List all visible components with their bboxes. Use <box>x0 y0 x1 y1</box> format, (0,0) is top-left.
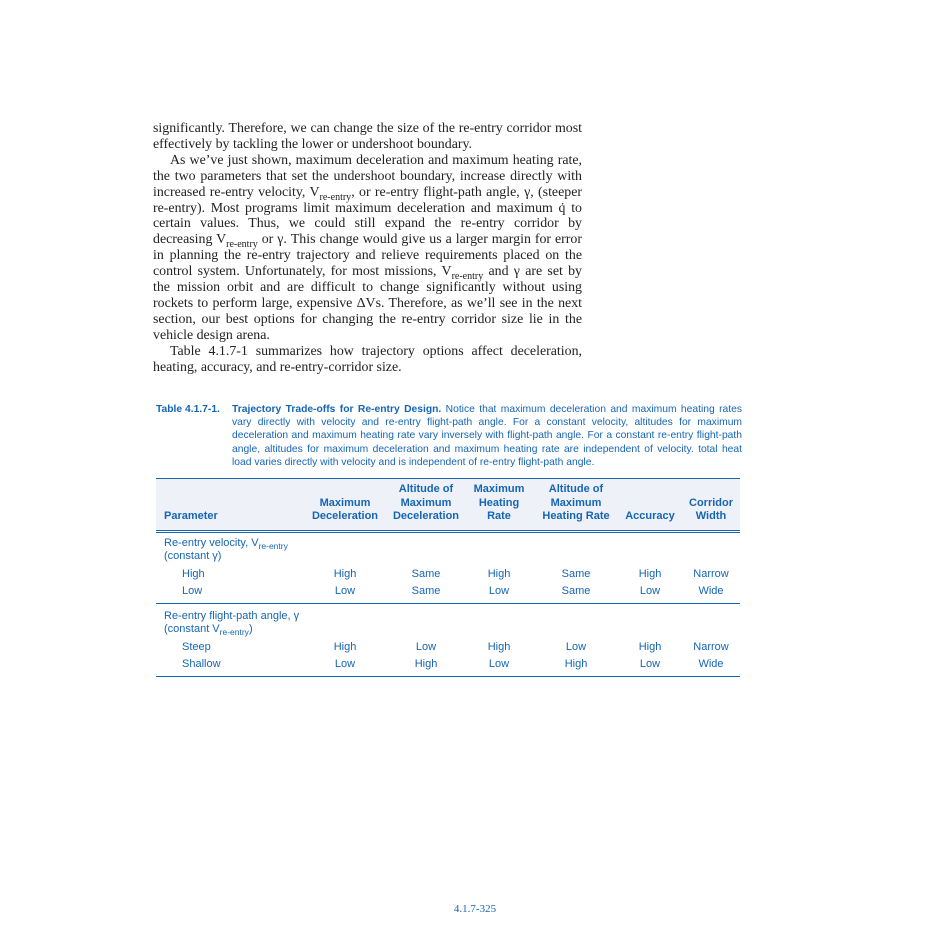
group-label-flight-path-angle <box>156 603 740 639</box>
paragraph-2 <box>153 153 582 344</box>
subscript-re-entry: re-entry <box>451 270 484 282</box>
cell-corridor-width: Wide <box>682 656 740 676</box>
cell-accuracy: High <box>638 567 662 580</box>
body-text <box>153 121 582 376</box>
table-number: Table 4.1.7-1. <box>156 404 220 415</box>
cell-max-deceleration: Low <box>302 656 388 676</box>
paragraph-1: significantly. Therefore, we can change the size of the re-entry corridor most effectively by tackling the lower or undershoot boundary. <box>153 121 582 152</box>
cell-parameter: Steep <box>182 640 211 653</box>
cell-altitude-max-deceleration: Low <box>415 640 437 653</box>
cell-parameter: Low <box>156 583 302 603</box>
table-header-row <box>156 479 740 532</box>
subscript-re-entry: re-entry <box>226 239 258 251</box>
group-label-constraint: (constant V <box>164 623 220 635</box>
group-row-velocity <box>156 531 740 566</box>
header-parameter: Parameter <box>156 479 302 532</box>
subscript-re-entry: re-entry <box>319 191 352 203</box>
cell-altitude-max-heating-rate: Low <box>565 640 587 653</box>
table-row <box>156 639 740 657</box>
group-label-constraint-end: ) <box>248 623 253 635</box>
cell-accuracy: Low <box>618 583 682 603</box>
cell-altitude-max-deceleration: Same <box>388 583 464 603</box>
cell-altitude-max-deceleration: Same <box>411 567 441 580</box>
paragraph-3: Table 4.1.7-1 summarizes how trajectory options affect deceleration, heating, accuracy, and re-entry-corridor size. <box>153 343 582 375</box>
table-caption <box>156 403 742 469</box>
cell-corridor-width: Narrow <box>693 640 729 653</box>
paragraph-2-text-c: or γ. This change would give us a larger margin for error in planning the re-entry trajectory and relieve requirements placed on the control system. Unfortunately, for most missions, V <box>153 232 582 280</box>
group-label-velocity <box>156 531 740 566</box>
page-number: 4.1.7-325 <box>453 903 497 915</box>
cell-max-heating-rate: Low <box>464 583 534 603</box>
header-max-heating-rate: Maximum Heating Rate <box>464 479 534 532</box>
cell-max-deceleration: High <box>333 640 357 653</box>
table-row <box>156 566 740 584</box>
cell-corridor-width: Wide <box>682 583 740 603</box>
cell-altitude-max-heating-rate: High <box>534 656 618 676</box>
cell-max-heating-rate: Low <box>464 656 534 676</box>
cell-accuracy: Low <box>618 656 682 676</box>
caption-text: Notice that maximum deceleration and maximum heating rates vary directly with velocity and re-entry flight-path angle. For a constant velocity, altitudes for maximum deceleration and maximum heating rate vary inversely with flight-path angle. For a constant re-entry flight-path angle, altitudes for maximum deceleration and maximum heating rate are independent of velocity. total heat load varies directly with velocity and is independent of re-entry flight-path angle. <box>232 404 742 468</box>
header-accuracy: Accuracy <box>618 479 682 532</box>
paragraph-2-text-a: As we’ve just shown, maximum deceleration and maximum heating rate, the two parameters that set the undershoot boundary, increase directly with increased re-entry velocity, V <box>153 152 582 200</box>
cell-accuracy: High <box>638 640 662 653</box>
caption-body <box>232 403 742 469</box>
header-altitude-max-heating-rate: Altitude of Maximum Heating Rate <box>534 479 618 532</box>
subscript-re-entry: re-entry <box>258 540 288 551</box>
subscript-re-entry: re-entry <box>219 627 249 638</box>
cell-max-heating-rate: High <box>487 640 511 653</box>
paragraph-2-text-d: and γ are set by the mission orbit and are difficult to change significantly without using rockets to perform large, expensive ΔVs. Therefore, as we’ll see in the next section, our best options for changing the re-entry corridor size lie in the vehicle design arena. <box>153 264 582 343</box>
header-altitude-max-deceleration: Altitude of Maximum Deceleration <box>388 479 464 532</box>
header-corridor-width: Corridor Width <box>682 479 740 532</box>
cell-altitude-max-heating-rate: Same <box>534 583 618 603</box>
tradeoff-table <box>156 478 740 677</box>
cell-corridor-width: Narrow <box>693 567 729 580</box>
cell-altitude-max-heating-rate: Same <box>561 567 591 580</box>
caption-title: Trajectory Trade-offs for Re-entry Design. <box>232 404 442 415</box>
group-row-flight-path-angle <box>156 603 740 639</box>
cell-parameter: Shallow <box>156 656 302 676</box>
header-max-deceleration: Maximum Deceleration <box>302 479 388 532</box>
group-label-text: Re-entry velocity, V <box>164 536 259 549</box>
cell-altitude-max-deceleration: High <box>388 656 464 676</box>
cell-parameter: High <box>182 567 205 580</box>
cell-max-deceleration: Low <box>302 583 388 603</box>
group-label-constraint: (constant γ) <box>164 550 222 562</box>
cell-max-heating-rate: High <box>487 567 511 580</box>
table-row <box>156 583 740 603</box>
paragraph-2-text-b: , or re-entry flight-path angle, γ, (steeper re-entry). Most programs limit maximum deceleration and maximum q̇ to certain values. Thus, we could still expand the re-entry corridor by decreasing V <box>153 184 582 248</box>
cell-max-deceleration: High <box>333 567 357 580</box>
group-label-text: Re-entry flight-path angle, γ <box>164 609 300 622</box>
table-row <box>156 656 740 676</box>
